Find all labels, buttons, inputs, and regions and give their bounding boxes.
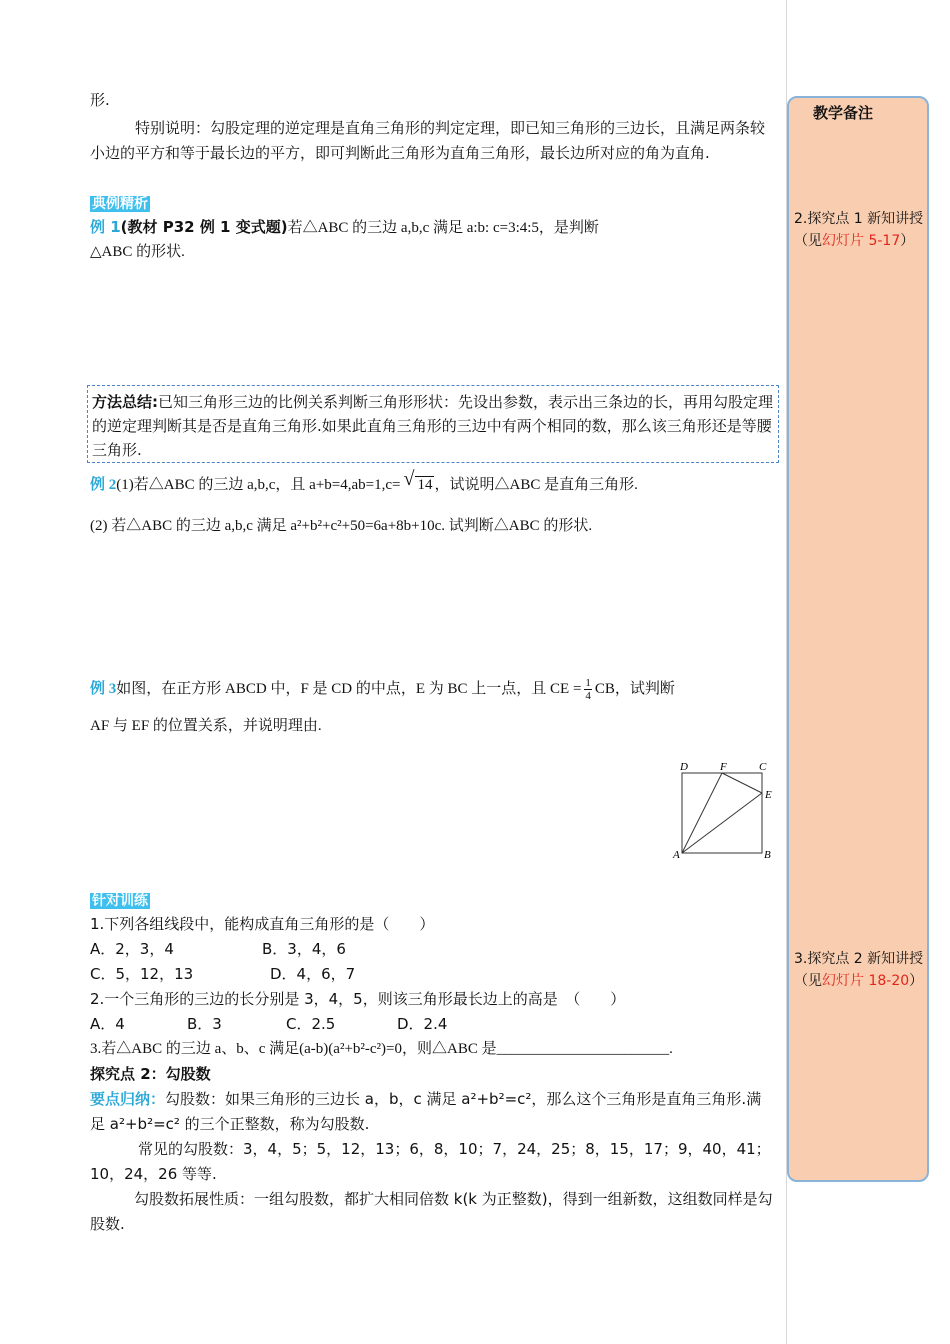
q1-option-b: B．3，4，6 xyxy=(262,940,346,958)
example-2-part2: (2) 若△ABC 的三边 a,b,c 满足 a²+b²+c²+50=6a+8b+10c. 试判断△ABC 的形状. xyxy=(90,518,593,534)
common-triples: 常见的勾股数：3，4，5；5，12，13；6，8，10；7，24，25；8，15，17；9，40，41；10，24，26 等等. xyxy=(90,1140,771,1183)
label-d: D xyxy=(680,761,688,773)
example-2-text-a: (1)若△ABC 的三边 a,b,c，且 a+b=4,ab=1,c= xyxy=(116,477,401,493)
example-2-text-b: ，试说明△ABC 是直角三角形. xyxy=(434,477,638,493)
pythagorean-triple-definition: 勾股数：如果三角形的三边长 a，b，c 满足 a²+b²=c²，那么这个三角形是直角三角形.满足 a²+b²=c² 的三个正整数，称为勾股数. xyxy=(90,1090,762,1133)
example-2-label: 例 2 xyxy=(90,477,117,493)
note-2-text: 3.探究点 2 新知讲授 xyxy=(794,951,924,967)
fraction-one-quarter: $\frac{1}{4}$ xyxy=(585,677,591,703)
sidebar-note-2: 3.探究点 2 新知讲授 （见幻灯片 18-20） xyxy=(794,948,926,992)
q2-option-d: D．2.4 xyxy=(397,1015,448,1033)
extension-property: 勾股数拓展性质：一组勾股数，都扩大相同倍数 k(k 为正整数)，得到一组新数，这组数同样是勾股数. xyxy=(90,1190,773,1233)
key-points-label: 要点归纳： xyxy=(90,1090,166,1108)
example-1-label: 例 1 xyxy=(90,218,121,236)
example-3-text-a: 如图，在正方形 ABCD 中，F 是 CD 的中点，E 为 BC 上一点，且 CE = xyxy=(116,681,582,697)
special-note: 特别说明：勾股定理的逆定理是直角三角形的判定定理，即已知三角形的三边长，且满足两条较小边的平方和等于最长边的平方，即可判断此三角形为直角三角形，最长边所对应的角为直角. xyxy=(90,119,766,162)
label-e: E xyxy=(765,789,772,801)
note-1-slide-link[interactable]: 幻灯片 5-17 xyxy=(822,233,901,249)
segment-ae xyxy=(682,793,762,853)
method-text: 已知三角形三边的比例关系判断三角形形状：先设出参数，表示出三条边的长，再用勾股定理的逆定理判断其是否是直角三角形.如果此直角三角形的三边中有两个相同的数，那么该三角形还是等腰三角形. xyxy=(92,393,774,459)
sidebar-note-1: 2.探究点 1 新知讲授 （见幻灯片 5-17） xyxy=(794,208,926,252)
section-training: 针对训练 xyxy=(92,893,148,909)
example-3-part1 xyxy=(90,677,780,702)
square-abcd xyxy=(682,773,762,853)
method-label: 方法总结: xyxy=(92,393,158,411)
q2-stem: 2.一个三角形的三边的长分别是 3，4，5，则该三角形最长边上的高是 （ ） xyxy=(90,990,626,1008)
label-c: C xyxy=(759,761,767,773)
method-summary-box xyxy=(87,385,779,463)
example-1-source: (教材 P32 例 1 变式题) xyxy=(120,218,288,236)
explore-2-definition xyxy=(90,1087,775,1137)
example-1-text2: △ABC 的形状. xyxy=(90,244,185,260)
explore-2-title: 探究点 2：勾股数 xyxy=(90,1065,211,1083)
q2-option-a: A．4 xyxy=(90,1015,125,1033)
q1-stem: 1.下列各组线段中，能构成直角三角形的是（ ） xyxy=(90,915,435,933)
section-examples: 典例精析 xyxy=(92,196,148,212)
segment-af xyxy=(682,773,722,853)
sqrt-14: √ 14 xyxy=(403,468,433,493)
note-1-text: 2.探究点 1 新知讲授 xyxy=(794,211,924,227)
q2-option-b: B．3 xyxy=(187,1015,222,1033)
intro-line: 形. xyxy=(90,91,110,109)
q1-option-a: A．2，3，4 xyxy=(90,940,174,958)
q2-option-c: C．2.5 xyxy=(286,1015,336,1033)
label-b: B xyxy=(764,849,771,861)
example-3-label: 例 3 xyxy=(90,681,117,697)
teaching-notes-sidebar xyxy=(787,96,929,1182)
example-1-text: 若△ABC 的三边 a,b,c 满足 a:b: c=3:4:5，是判断 xyxy=(287,220,599,236)
example-3-part2: AF 与 EF 的位置关系，并说明理由. xyxy=(90,718,322,734)
q1-option-d: D．4，6，7 xyxy=(270,965,356,983)
q1-option-c: C．5，12，13 xyxy=(90,965,194,983)
example-3-text-b: CB，试判断 xyxy=(594,681,675,697)
label-a: A xyxy=(673,849,680,861)
q3-stem: 3.若△ABC 的三边 a、b、c 满足(a-b)(a²+b²-c²)=0，则△ABC 是_______________________. xyxy=(90,1041,673,1057)
label-f: F xyxy=(720,761,727,773)
example-1 xyxy=(90,215,780,241)
segment-fe xyxy=(722,773,762,793)
note-2-slide-link[interactable]: 幻灯片 18-20 xyxy=(822,973,910,989)
example-2-part1 xyxy=(90,468,780,498)
sidebar-title: 教学备注 xyxy=(813,104,874,122)
square-figure xyxy=(670,758,780,866)
